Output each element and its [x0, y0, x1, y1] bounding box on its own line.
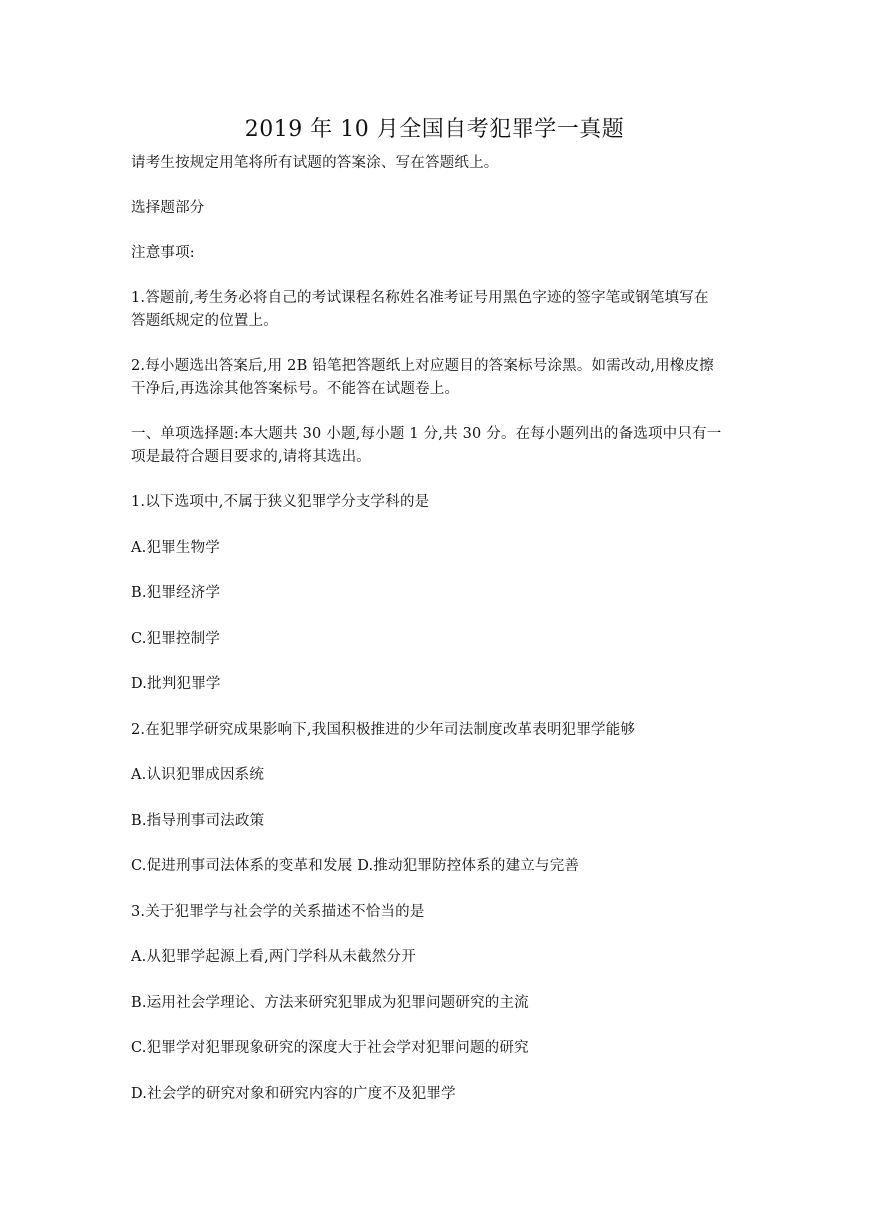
part-1-instruction-line-2: 项是最符合题目要求的,请将其选出。	[131, 449, 372, 465]
question-3-option-b: B.运用社会学理论、方法来研究犯罪成为犯罪问题研究的主流	[131, 995, 529, 1011]
page-title: 2019 年 10 月全国自考犯罪学一真题	[244, 117, 625, 142]
question-1-option-b: B.犯罪经济学	[131, 585, 221, 601]
question-1-option-d: D.批判犯罪学	[131, 676, 221, 692]
question-1-stem: 1.以下选项中,不属于狭义犯罪学分支学科的是	[131, 494, 430, 510]
notice-2-line-2: 干净后,再选涂其他答案标号。不能答在试题卷上。	[131, 381, 460, 397]
question-2-option-c-d: C.促进刑事司法体系的变革和发展 D.推动犯罪防控体系的建立与完善	[131, 858, 580, 874]
question-3-stem: 3.关于犯罪学与社会学的关系描述不恰当的是	[131, 904, 425, 920]
part-1-instruction-line-1: 一、单项选择题:本大题共 30 小题,每小题 1 分,共 30 分。在每小题列出的备选项中只有一	[131, 426, 722, 442]
notice-1-line-1: 1.答题前,考生务必将自己的考试课程名称姓名准考证号用黑色字迹的签字笔或钢笔填写在	[131, 290, 709, 306]
question-2-option-a: A.认识犯罪成因系统	[131, 767, 265, 783]
question-1-option-a: A.犯罪生物学	[131, 540, 220, 556]
question-2-stem: 2.在犯罪学研究成果影响下,我国积极推进的少年司法制度改革表明犯罪学能够	[131, 722, 636, 738]
section-heading: 选择题部分	[131, 200, 205, 216]
instruction-text: 请考生按规定用笔将所有试题的答案涂、写在答题纸上。	[131, 155, 499, 171]
question-2-option-b: B.指导刑事司法政策	[131, 813, 265, 829]
question-3-option-d: D.社会学的研究对象和研究内容的广度不及犯罪学	[131, 1086, 456, 1102]
question-3-option-c: C.犯罪学对犯罪现象研究的深度大于社会学对犯罪问题的研究	[131, 1040, 529, 1056]
notice-2-line-1: 2.每小题选出答案后,用 2B 铅笔把答题纸上对应题目的答案标号涂黑。如需改动,用橡皮擦	[131, 358, 714, 374]
notice-1-line-2: 答题纸规定的位置上。	[131, 313, 278, 329]
notice-heading: 注意事项:	[131, 245, 195, 261]
question-1-option-c: C.犯罪控制学	[131, 631, 221, 647]
question-3-option-a: A.从犯罪学起源上看,两门学科从未截然分开	[131, 949, 416, 965]
